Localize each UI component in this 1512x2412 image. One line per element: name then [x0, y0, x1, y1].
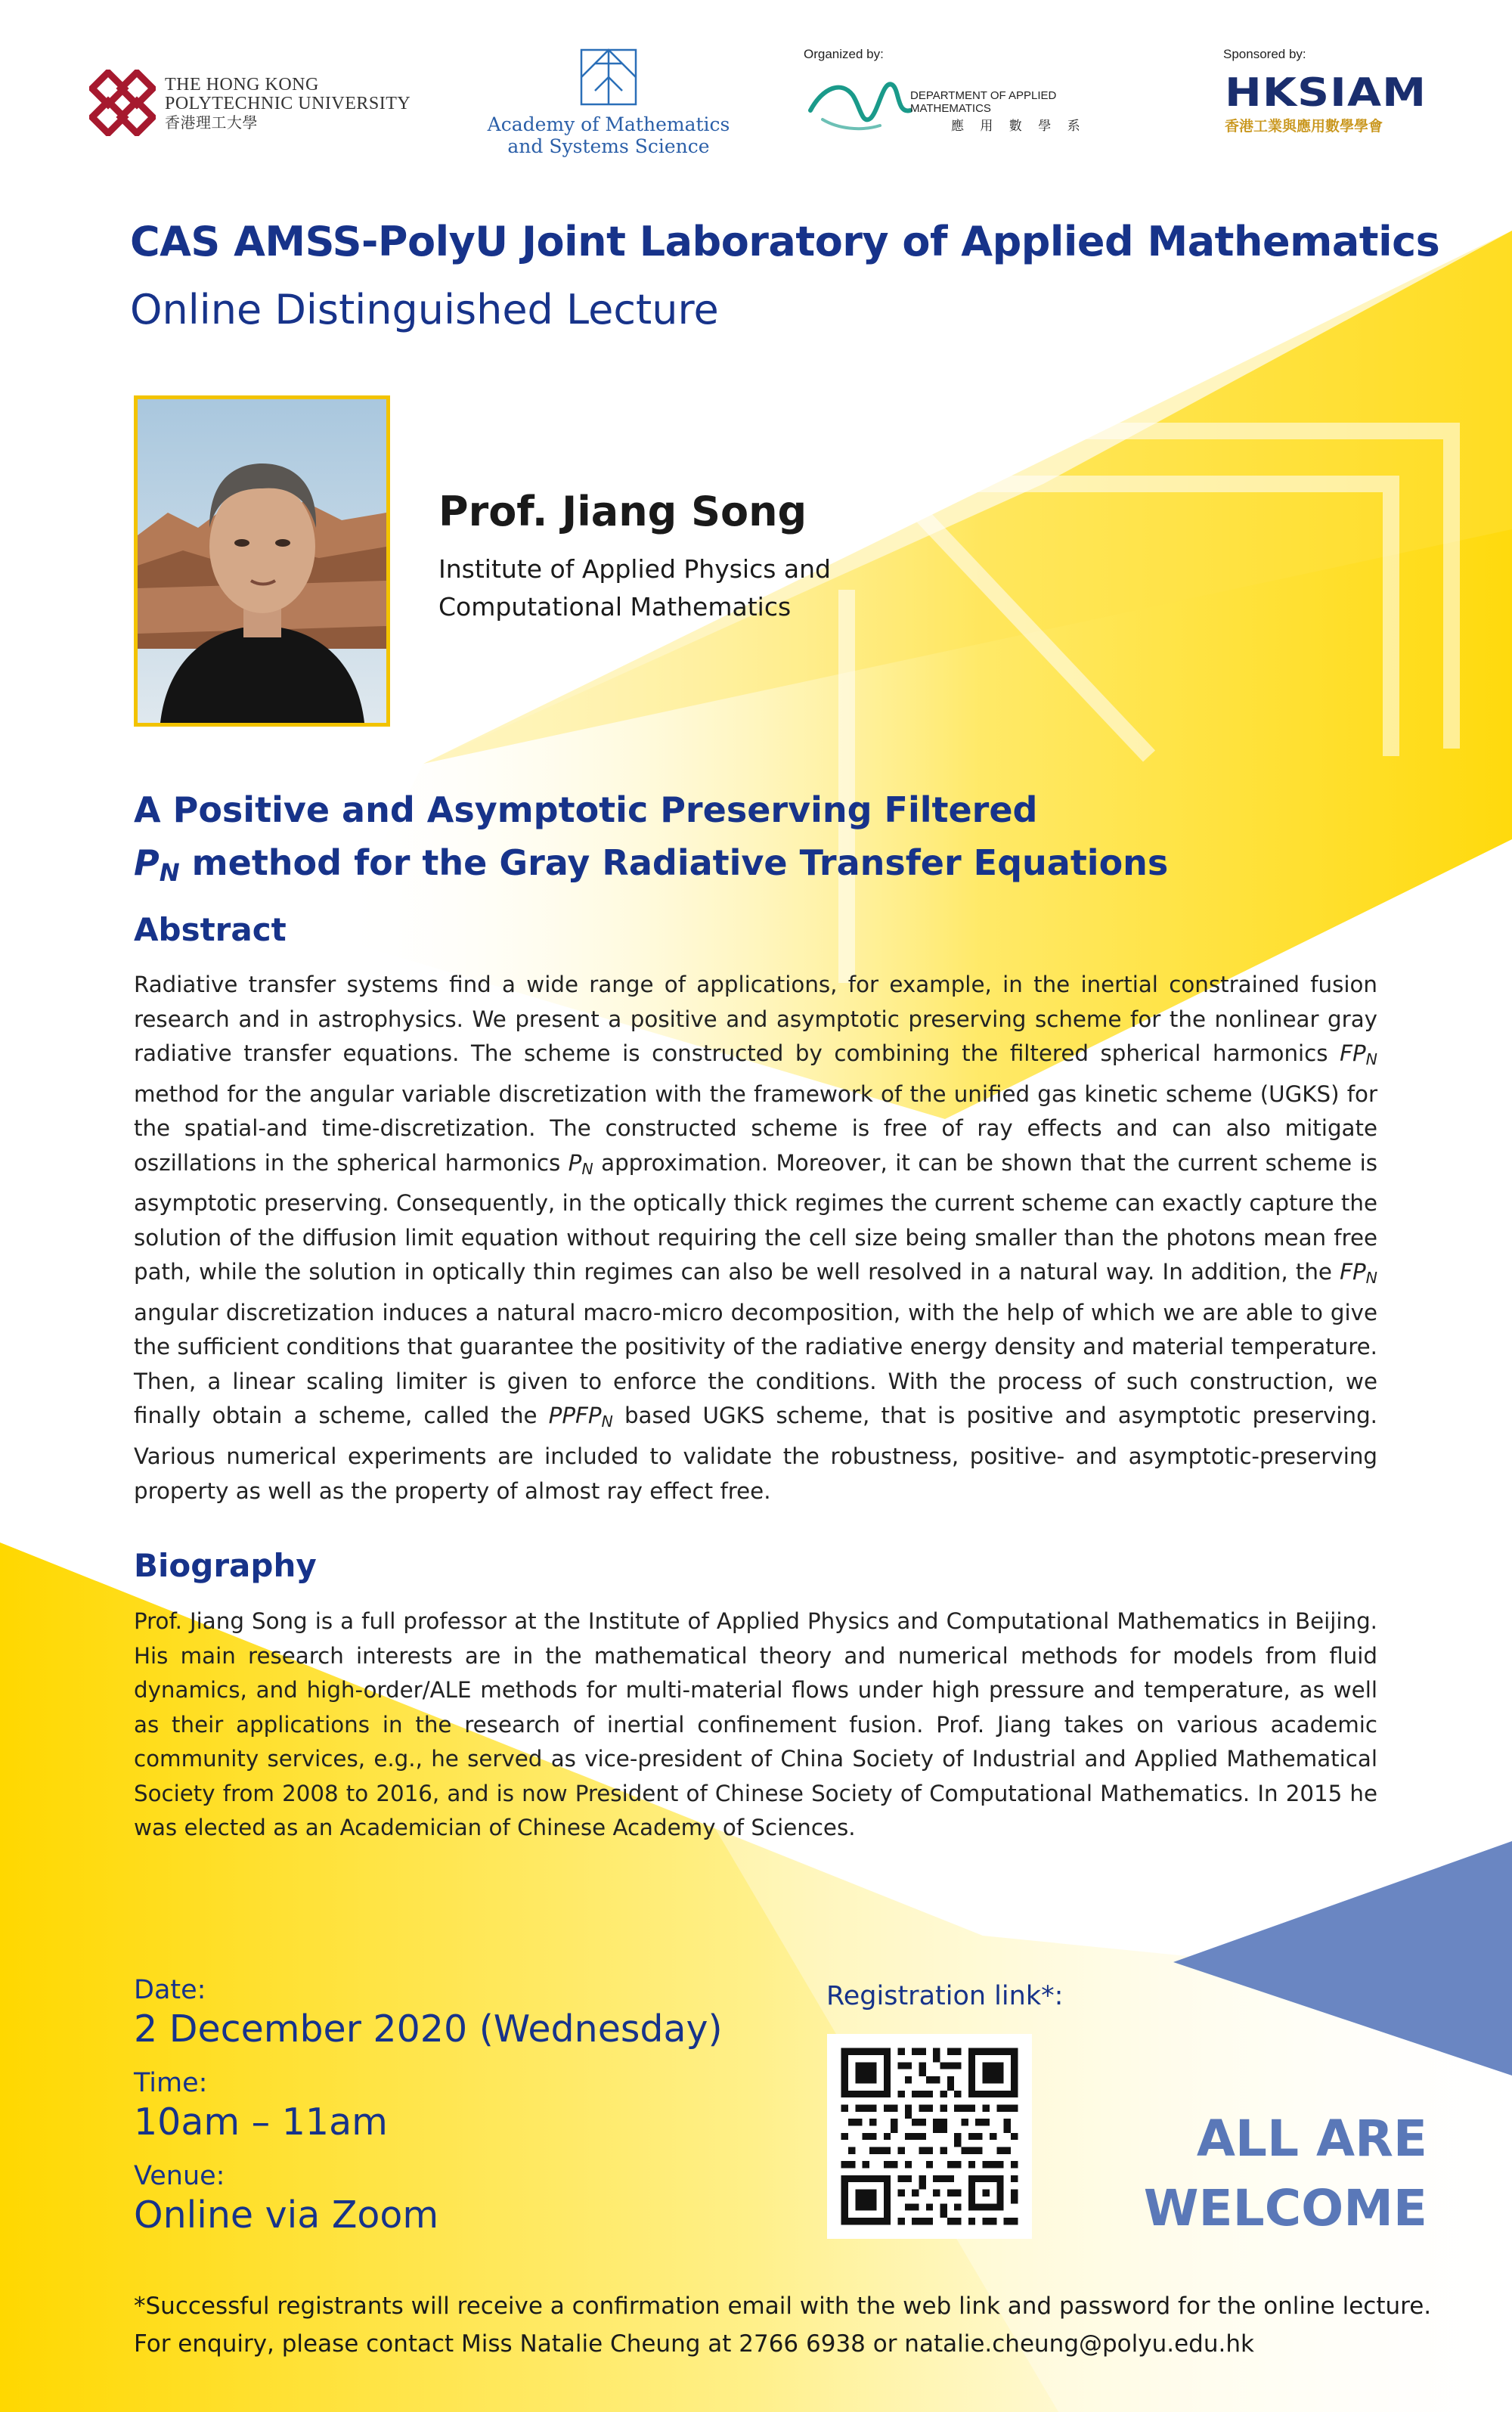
enquiry-contact: For enquiry, please contact Miss Natalie Cheung at 2766 6938 or natalie.cheung@polyu.edu.hk: [134, 2330, 1254, 2358]
math-symbol-sub: N: [1365, 1050, 1377, 1069]
speaker-photo: [134, 395, 390, 727]
event-series-title: CAS AMSS-PolyU Joint Laboratory of Applied Mathematics: [130, 218, 1440, 265]
registration-note: *Successful registrants will receive a confirmation email with the web link and password for the online lecture.: [134, 2293, 1432, 2320]
polyu-name-line1: THE HONG KONG: [165, 75, 319, 95]
talk-title-symbol-sub: N: [159, 858, 180, 888]
welcome-line2: WELCOME: [1143, 2179, 1427, 2237]
math-symbol-sub: N: [1365, 1269, 1377, 1288]
registration-label: Registration link*:: [826, 1981, 1064, 2011]
abstract-heading: Abstract: [134, 911, 287, 948]
hksiam-logo: [1225, 70, 1436, 135]
talk-title-line2-text: method for the Gray Radiative Transfer Equations: [179, 842, 1169, 883]
biography-heading: Biography: [134, 1547, 317, 1584]
math-symbol: P: [568, 1149, 582, 1176]
speaker-portrait-image: [138, 399, 386, 723]
math-symbol: FP: [1340, 1259, 1366, 1285]
venue-label: Venue:: [134, 2161, 225, 2191]
qr-code-icon: [827, 2034, 1032, 2239]
hksiam-name: HKSIAM: [1225, 70, 1427, 116]
event-series-subtitle: Online Distinguished Lecture: [130, 286, 719, 333]
amss-emblem-icon: [577, 45, 640, 109]
welcome-line1: ALL ARE: [1196, 2110, 1427, 2168]
venue-value: Online via Zoom: [134, 2193, 439, 2237]
time-value: 10am – 11am: [134, 2100, 388, 2144]
dept-name: DEPARTMENT OF APPLIED MATHEMATICS: [910, 89, 1057, 115]
math-symbol: PPFP: [548, 1403, 602, 1429]
abstract-segment: based UGKS scheme, that is positive and asymptotic preserving. Various numerical experiments are included to validate the robustness, positive- and asymptotic-preserving property as well as the property of almost ray effect free.: [134, 1403, 1377, 1504]
speaker-name: Prof. Jiang Song: [438, 488, 807, 535]
abstract-segment: approximation. Moreover, it can be shown that the current scheme is asymptotic preserving. Consequently, in the optically thick regimes the current scheme can exactly capture the solution of the diffusion limit equation without requiring the cell size being smaller than the photons mean free path, while the solution in optically thin regimes can also be well resolved in a natural way. In addition, the: [134, 1149, 1377, 1285]
polyu-logo: [89, 70, 422, 138]
hksiam-name-chinese: 香港工業與應用數學學會: [1225, 118, 1383, 135]
speaker-institution-line2: Computational Mathematics: [438, 592, 792, 622]
talk-title: [134, 783, 1168, 899]
biography-text: Prof. Jiang Song is a full professor at the Institute of Applied Physics and Computational Mathematics in Beijing. His main research interests are in the mathematical theory and numerical methods for models from fluid dynamics, and high-order/ALE methods for multi-material flows under high pressure and temperature, as well as their applications in the research of inertial confinement fusion. Prof. Jiang takes on various academic community services, e.g., he served as vice-president of China Society of Industrial and Applied Mathematical Society from 2008 to 2016, and is now President of Chinese Society of Computational Mathematics. In 2015 he was elected as an Academician of Chinese Academy of Sciences.: [134, 1608, 1377, 1840]
polyu-name-chinese: 香港理工大學: [165, 113, 258, 132]
speaker-institution-line1: Institute of Applied Physics and: [438, 554, 831, 584]
sponsored-by-label: Sponsored by:: [1223, 47, 1306, 61]
amss-name-line2: and Systems Science: [507, 135, 710, 157]
date-label: Date:: [134, 1975, 206, 2005]
dept-swoosh-icon: [807, 73, 913, 136]
abstract-segment: method for the angular variable discretization with the framework of the unified gas kinetic scheme (UGKS) for the spatial-and time-discretization. The constructed scheme is free of ray effects and can also mitigate oszillations in the spherical harmonics: [134, 1080, 1377, 1176]
talk-title-line2: [134, 836, 1168, 899]
dept-name-chinese: 應 用 數 學 系: [951, 119, 1086, 134]
amss-name-line1: Academy of Mathematics: [487, 113, 730, 135]
all-are-welcome: [1140, 2104, 1427, 2243]
math-symbol: FP: [1340, 1040, 1366, 1066]
polyu-emblem-icon: [89, 70, 156, 136]
abstract-segment: Radiative transfer systems find a wide range of applications, for example, in the inertial constrained fusion research and in astrophysics. We present a positive and asymptotic preserving scheme for the nonlinear gray radiative transfer equations. The scheme is constructed by combining the filtered spherical harmonics: [134, 972, 1377, 1066]
dept-logo: [807, 73, 1140, 141]
date-value: 2 December 2020 (Wednesday): [134, 2007, 723, 2051]
polyu-name-line2: POLYTECHNIC UNIVERSITY: [165, 94, 411, 114]
abstract-text: [134, 968, 1377, 1508]
organized-by-label: Organized by:: [804, 47, 884, 61]
talk-title-symbol: P: [134, 842, 160, 883]
registration-qr-code[interactable]: [827, 2034, 1032, 2239]
speaker-institution: [438, 550, 831, 626]
amss-logo: [484, 45, 733, 159]
time-label: Time:: [134, 2068, 208, 2098]
math-symbol-sub: N: [601, 1412, 613, 1431]
math-symbol-sub: N: [581, 1159, 593, 1178]
talk-title-line1: A Positive and Asymptotic Preserving Filtered: [134, 789, 1038, 830]
abstract-segment: angular discretization induces a natural macro-micro decomposition, with the help of which we are able to give the sufficient conditions that guarantee the positivity of the radiative energy density and material temperature. Then, a linear scaling limiter is given to enforce the conditions. With the process of such construction, we finally obtain a scheme, called the: [134, 1299, 1377, 1429]
